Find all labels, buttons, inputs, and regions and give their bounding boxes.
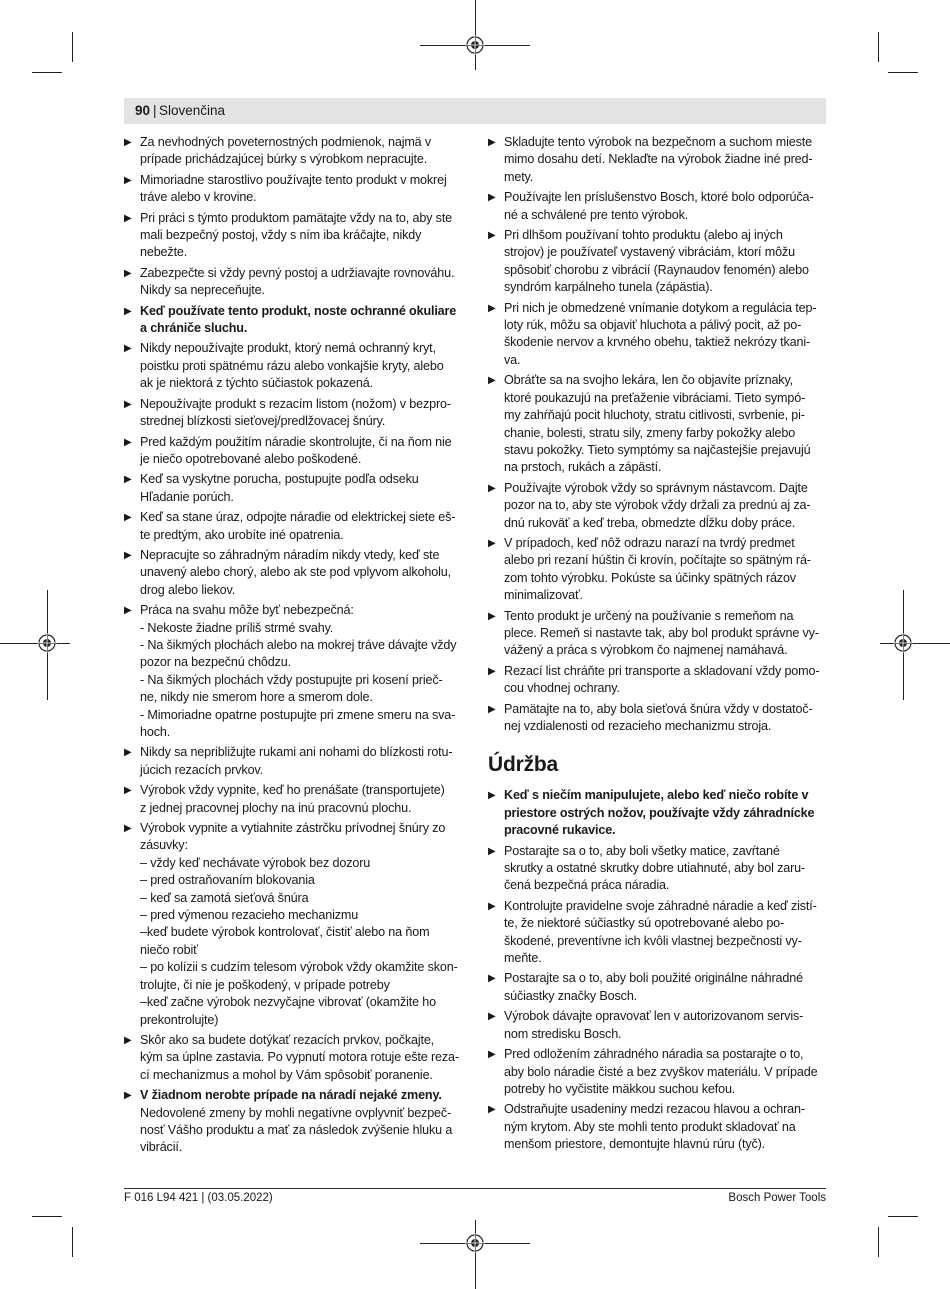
list-item	[124, 396, 464, 431]
header-separator: |	[153, 103, 157, 118]
bullet-arrow-icon: ▶	[488, 302, 496, 314]
list-item	[124, 744, 464, 779]
bullet-arrow-icon: ▶	[124, 512, 132, 524]
registration-target-icon	[465, 35, 485, 55]
list-item-text: Za nevhodných poveternostných podmienok, najmä v prípade prichádzajúcej búrky s výrobkom nepracujte.	[140, 135, 432, 167]
left-column	[124, 134, 464, 1160]
registration-target-icon	[37, 633, 57, 653]
list-item-text: Keď sa vyskytne porucha, postupujte podľa odseku Hľadanie porúch.	[140, 472, 419, 504]
list-item-text: Skôr ako sa budete dotýkať rezacích prvkov, počkajte, kým sa úplne zastavia. Po vypnutí motora rotuje ešte reza- cí mechanizmus a mohol by Vám spôsobiť poranenie.	[140, 1032, 459, 1082]
crop-mark	[888, 72, 918, 73]
bullet-arrow-icon: ▶	[124, 785, 132, 797]
registration-target-icon	[465, 1233, 485, 1253]
list-item-text: Výrobok vždy vypnite, keď ho prenášate (transportujete) z jednej pracovnej plochy na inú pracovnú plochu.	[140, 783, 445, 815]
list-item-text: Nikdy sa nepribližujte rukami ani nohami do blízkosti rotu- júcich rezacích prvkov.	[140, 745, 453, 777]
list-item	[488, 535, 828, 605]
list-item	[488, 1101, 828, 1153]
list-item-text: V prípadoch, keď nôž odrazu narazí na tvrdý predmet alebo pri rezaní húštin či krovín, počítajte so spätným rá- zom tohto výrobku. Pokúste sa účinky spätných rázov minimalizovať.	[504, 535, 811, 603]
list-item	[124, 602, 464, 741]
header-language: Slovenčina	[159, 103, 226, 118]
bullet-arrow-icon: ▶	[124, 1034, 132, 1046]
list-item	[124, 782, 464, 817]
bullet-arrow-icon: ▶	[488, 1049, 496, 1061]
list-item-text: V žiadnom nerobte prípade na náradí nejaké zmeny.	[140, 1088, 442, 1103]
list-item-text: Pred každým použitím náradie skontrolujte, či na ňom nie je niečo opotrebované alebo poškodené.	[140, 434, 452, 466]
list-item-text: Postarajte sa o to, aby boli všetky matice, zavŕtané skrutky a ostatné skrutky dobre utiahnuté, aby bol zaru- čená bezpečná práca náradia.	[504, 843, 806, 893]
list-item	[124, 134, 464, 169]
list-item-text-continuation: Nedovolené zmeny by mohli negatívne ovplyvniť bezpeč- nosť Vášho produktu a mať za následok zvýšenie hluku a vibrácií.	[140, 1105, 453, 1155]
bullet-arrow-icon: ▶	[488, 845, 496, 857]
list-item	[124, 471, 464, 506]
list-item	[124, 265, 464, 300]
list-item-text: Pred odložením záhradného náradia sa postarajte o to, aby bolo náradie čisté a bez zvyškov materiálu. V prípade potreby ho vyčistite mäkkou suchou kefou.	[504, 1047, 818, 1096]
list-item	[124, 434, 464, 469]
list-item-text: Skladujte tento výrobok na bezpečnom a suchom mieste mimo dosahu detí. Neklaďte na výrobok žiadne iné pred- mety.	[504, 135, 813, 184]
crop-mark	[72, 1227, 73, 1257]
list-item-text: Mimoriadne starostlivo používajte tento produkt v mokrej tráve alebo v krovine.	[140, 172, 447, 205]
crop-mark	[32, 1216, 62, 1217]
bullet-arrow-icon: ▶	[488, 973, 496, 985]
bullet-arrow-icon: ▶	[124, 174, 132, 186]
list-item	[124, 1032, 464, 1084]
list-item	[124, 1087, 464, 1157]
bullet-arrow-icon: ▶	[488, 900, 496, 912]
list-item-text: Obráťte sa na svojho lekára, len čo objavíte príznaky, ktoré poukazujú na preťaženie vibráciami. Tieto sympó- my zahŕňajú pocit hluchoty, stratu citlivosti, svrbenie, pi- chanie, bolesti, stratu sily, zmeny farby pokožky alebo stavu pokožky. Tieto symptómy sa najčastejšie prejavujú na prstoch, rukách a zápästí.	[504, 373, 811, 475]
crop-mark	[878, 32, 879, 62]
list-item	[488, 663, 828, 698]
maintenance-list	[488, 787, 828, 1153]
bullet-arrow-icon: ▶	[488, 375, 496, 387]
list-item	[488, 787, 828, 839]
list-item	[124, 210, 464, 262]
page-number: 90	[135, 103, 151, 118]
list-item-text: Výrobok vypnite a vytiahnite zástrčku prívodnej šnúry zo zásuvky: – vždy keď nechávate výrobok bez dozoru – pred ostraňovaním blokovania – keď sa zamotá sieťová šnúra – pred výmenou rezacieho mechanizmu –keď budete výrobok kontrolovať, čistiť alebo na ňom niečo robiť – po kolízii s cudzím telesom výrobok vždy okamžite skon- trolujte, či nie je poškodený, v prípade potreby –keď začne výrobok nezvyčajne vibrovať (okamžite ho prekontrolujte)	[140, 821, 458, 1027]
list-item-text: Keď s niečím manipulujete, alebo keď niečo robíte v priestore ostrých nožov, používajte vždy záhradnícke pracovné rukavice.	[504, 788, 815, 838]
crop-mark	[32, 72, 62, 73]
list-item	[124, 340, 464, 392]
bullet-arrow-icon: ▶	[124, 398, 132, 410]
bullet-arrow-icon: ▶	[488, 790, 496, 802]
bullet-arrow-icon: ▶	[488, 1011, 496, 1023]
footer-document-code: F 016 L94 421 | (03.05.2022)	[124, 1192, 273, 1204]
bullet-arrow-icon: ▶	[488, 703, 496, 715]
bullet-arrow-icon: ▶	[488, 230, 496, 242]
list-item	[124, 172, 464, 207]
right-column	[488, 134, 828, 1157]
list-item	[488, 898, 828, 968]
list-item	[124, 547, 464, 599]
list-item	[488, 189, 828, 224]
list-item-text: Pri nich je obmedzené vnímanie dotykom a regulácia tep- loty rúk, môžu sa objaviť hluchota a pálivý pocit, až po- škodenie nervov a krvného obehu, taktiež nekrózy tkani- va.	[504, 300, 817, 367]
list-item	[124, 303, 464, 338]
section-heading-maintenance: Údržba	[488, 753, 558, 777]
list-item-text: Výrobok dávajte opravovať len v autorizovanom servis- nom stredisku Bosch.	[504, 1009, 804, 1041]
list-item	[488, 227, 828, 297]
bullet-arrow-icon: ▶	[124, 605, 132, 617]
list-item-text: Zabezpečte si vždy pevný postoj a udržiavajte rovnováhu. Nikdy sa nepreceňujte.	[140, 265, 455, 298]
list-item-text: Používajte len príslušenstvo Bosch, ktoré bolo odporúča- né a schválené pre tento výrobok.	[504, 190, 814, 222]
list-item	[488, 372, 828, 476]
list-item-text: Práca na svahu môže byť nebezpečná: - Nekoste žiadne príliš strmé svahy. - Na šikmých plochách alebo na mokrej tráve dávajte vždy pozor na bezpečnú chôdzu. - Na šikmých plochách vždy postupujte pri kosení prieč- ne, nikdy nie smerom hore a smerom dole. - Mimoriadne opatrne postupujte pri zmene smeru na sva- hoch.	[140, 603, 457, 739]
list-item	[488, 1008, 828, 1043]
list-item-text: Pri práci s týmto produktom pamätajte vždy na to, aby ste mali bezpečný postoj, vždy s ním iba kráčajte, nikdy nebežte.	[140, 210, 453, 260]
list-item-text: Nikdy nepoužívajte produkt, ktorý nemá ochranný kryt, poistku proti spätnému rázu alebo vonkajšie kryty, alebo ak je niektorá z týchto súčiastok pokazená.	[140, 341, 444, 391]
list-item	[488, 701, 828, 736]
bullet-arrow-icon: ▶	[488, 137, 496, 148]
list-item	[488, 843, 828, 895]
list-item-text: Keď sa stane úraz, odpojte náradie od elektrickej siete eš- te predtým, ako urobíte iné opatrenia.	[140, 510, 456, 542]
list-item-text: Rezací list chráňte pri transporte a skladovaní vždy pomo- cou vhodnej ochrany.	[504, 663, 820, 696]
bullet-arrow-icon: ▶	[124, 305, 132, 317]
registration-line	[475, 1220, 476, 1289]
footer-rule	[124, 1188, 826, 1189]
safety-list-right	[488, 134, 828, 735]
bullet-arrow-icon: ▶	[488, 665, 496, 677]
bullet-arrow-icon: ▶	[124, 823, 132, 835]
bullet-arrow-icon: ▶	[124, 267, 132, 279]
registration-line	[880, 643, 950, 644]
bullet-arrow-icon: ▶	[488, 537, 496, 549]
registration-target-icon	[893, 633, 913, 653]
crop-mark	[888, 1216, 918, 1217]
list-item	[124, 509, 464, 544]
list-item	[488, 608, 828, 660]
bullet-arrow-icon: ▶	[488, 1104, 496, 1116]
list-item-text: Pri dlhšom používaní tohto produktu (alebo aj iných strojov) je používateľ vystavený vibráciám, ktorí môžu spôsobiť chorobu z vibrácií (Raynaudov fenomén) alebo syndróm karpálneho tunela (zápästia).	[504, 228, 809, 295]
list-item-text: Používajte výrobok vždy so správnym nástavcom. Dajte pozor na to, aby ste výrobok vždy držali za prednú aj za- dnú rukoväť a keď treba, obmedzte dĺžku doby práce.	[504, 480, 811, 530]
bullet-arrow-icon: ▶	[488, 610, 496, 622]
bullet-arrow-icon: ▶	[124, 474, 132, 486]
list-item-text: Postarajte sa o to, aby boli použité originálne náhradné súčiastky značky Bosch.	[504, 971, 803, 1003]
bullet-arrow-icon: ▶	[124, 137, 132, 148]
bullet-arrow-icon: ▶	[488, 192, 496, 204]
list-item	[488, 300, 828, 370]
page-header-bar	[124, 98, 826, 124]
list-item	[488, 1046, 828, 1098]
crop-mark	[72, 32, 73, 62]
bullet-arrow-icon: ▶	[124, 436, 132, 448]
footer-brand: Bosch Power Tools	[728, 1192, 826, 1204]
list-item	[488, 480, 828, 532]
list-item	[488, 134, 828, 186]
list-item-text: Tento produkt je určený na používanie s remeňom na plece. Remeň si nastavte tak, aby bol produkt správne vy- vážený a práca s výrobkom čo najmenej namáhavá.	[504, 608, 819, 658]
bullet-arrow-icon: ▶	[124, 343, 132, 355]
bullet-arrow-icon: ▶	[124, 549, 132, 561]
bullet-arrow-icon: ▶	[124, 1090, 132, 1102]
list-item	[488, 970, 828, 1005]
list-item-text: Odstraňujte usadeniny medzi rezacou hlavou a ochran- ným krytom. Aby ste mohli tento produkt skladovať na menšom priestore, demontujte hlavnú rúru (tyč).	[504, 1102, 805, 1152]
bullet-arrow-icon: ▶	[124, 212, 132, 224]
list-item	[124, 820, 464, 1029]
bullet-arrow-icon: ▶	[488, 482, 496, 494]
crop-mark	[878, 1227, 879, 1257]
list-item-text: Nepoužívajte produkt s rezacím listom (nožom) v bezpro- strednej blízkosti sieťovej/predlžovacej šnúry.	[140, 396, 451, 429]
safety-list-left	[124, 134, 464, 1157]
list-item-text: Pamätajte na to, aby bola sieťová šnúra vždy v dostatoč- nej vzdialenosti od rezacieho mechanizmu stroja.	[504, 701, 813, 733]
list-item-text: Keď používate tento produkt, noste ochranné okuliare a chrániče sluchu.	[140, 303, 457, 336]
list-item-text: Nepracujte so záhradným náradím nikdy vtedy, keď ste unavený alebo chorý, alebo ak ste pod vplyvom alkoholu, drog alebo liekov.	[140, 547, 451, 597]
registration-line	[0, 643, 70, 644]
list-item-text: Kontrolujte pravidelne svoje záhradné náradie a keď zistí- te, že niektoré súčiastky sú opotrebované alebo po- škodené, preventívne ich kvôli vlastnej bezpečnosti vy- meňte.	[504, 898, 817, 966]
bullet-arrow-icon: ▶	[124, 747, 132, 759]
